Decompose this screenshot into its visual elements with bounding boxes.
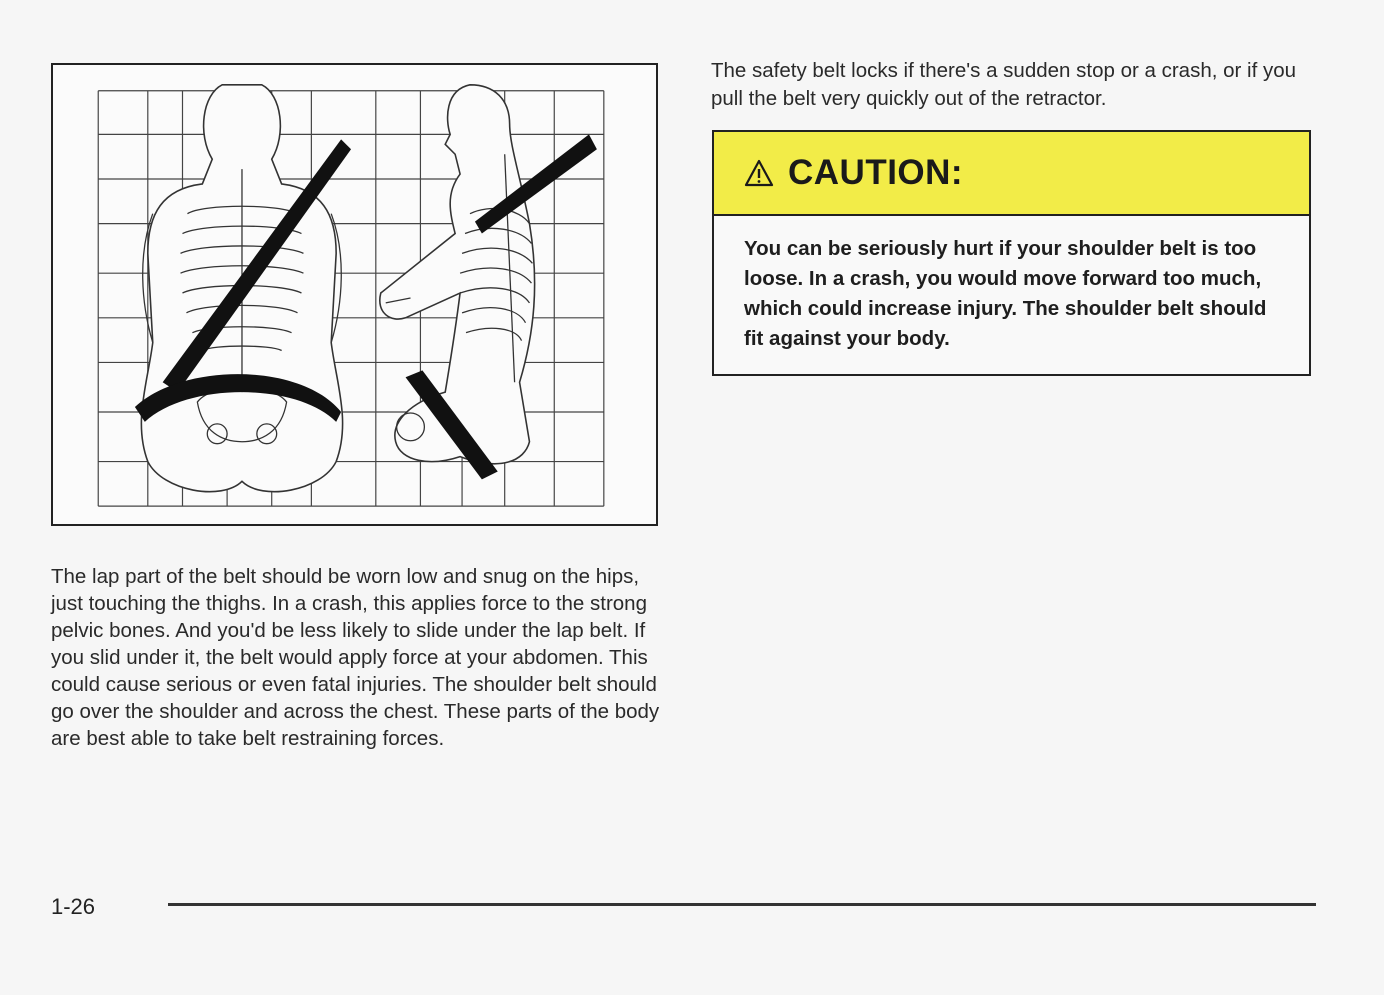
warning-triangle-icon	[744, 159, 774, 187]
lap-belt-paragraph: The lap part of the belt should be worn low and snug on the hips, just touching the thighs. In a crash, this applies force to the strong pelvic bones. And you'd be less likely to slide under the lap belt. If you slid under it, the belt would apply force at your abdomen. This could cause serious or even fatal injuries. The shoulder belt should go over the shoulder and across the chest. These parts of the body are best able to take belt restraining forces.	[51, 565, 660, 750]
side-view-figure	[380, 85, 597, 480]
page-number: 1-26	[51, 894, 96, 919]
retractor-lock-paragraph: The safety belt locks if there's a sudden stop or a crash, or if you pull the belt very quickly out of the retractor.	[711, 59, 1297, 110]
caution-title: CAUTION:	[788, 153, 964, 192]
skeleton-belt-drawing	[53, 65, 656, 524]
back-view-figure	[135, 85, 351, 492]
caution-text: You can be seriously hurt if your shoulder belt is too loose. In a crash, you would move forward too much, which could increase injury. The shoulder belt should fit against your body.	[744, 237, 1267, 350]
caution-box	[712, 130, 1311, 376]
caution-header	[714, 132, 1309, 216]
seat-belt-illustration	[51, 63, 658, 526]
footer-rule	[168, 903, 1316, 906]
